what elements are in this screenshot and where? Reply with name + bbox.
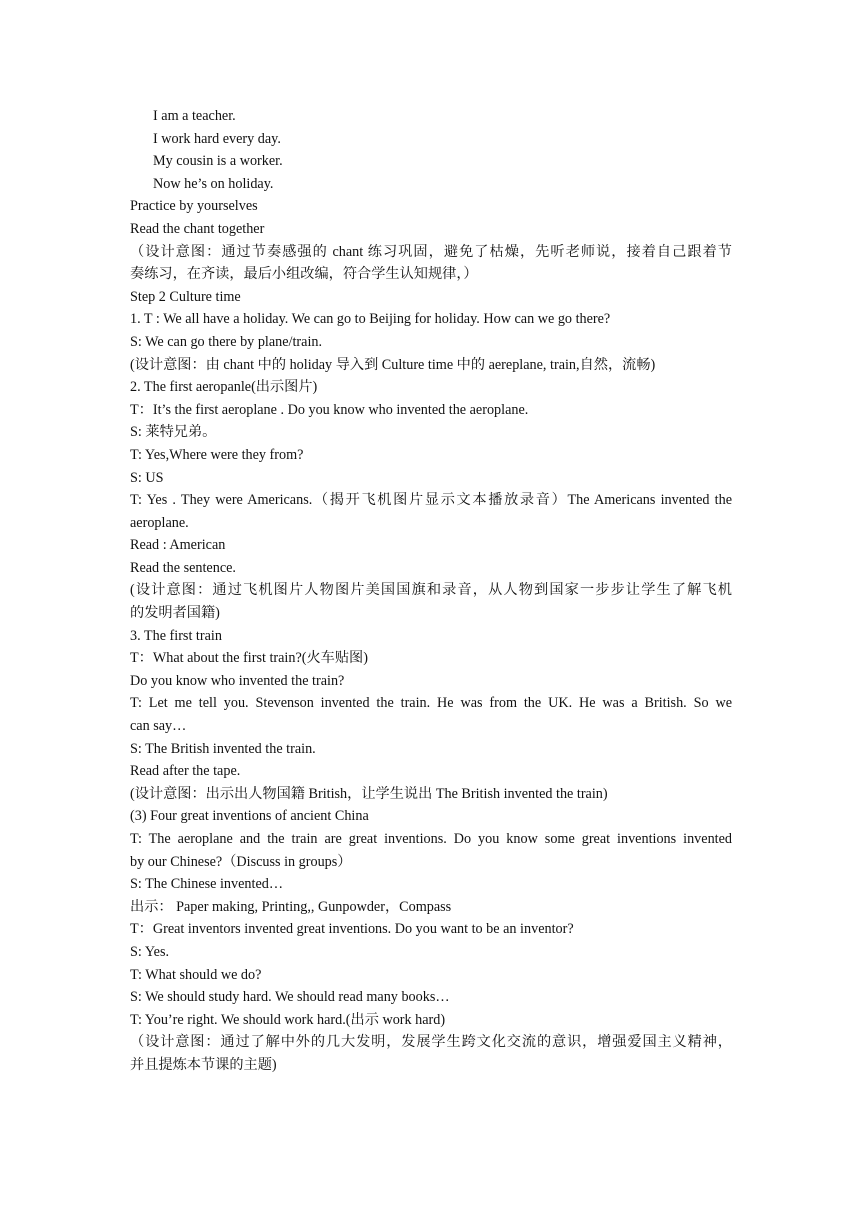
text-line: S: Yes.: [130, 943, 170, 960]
text-line: T：Great inventors invented great inventions. Do you want to be an inventor?: [130, 921, 574, 938]
text-line: S: The Chinese invented…: [130, 876, 284, 893]
text-line: T: Let me tell you. Stevenson invented the train. He was from the UK. He was a British. So we: [130, 695, 732, 712]
document-body: [130, 105, 732, 1077]
text-line: Step 2 Culture time: [130, 288, 241, 305]
text-line: T：What about the first train?(火车贴图): [130, 650, 368, 667]
text-line: 的发明者国籍): [130, 605, 220, 622]
text-line: 1. T : We all have a holiday. We can go to Beijing for holiday. How can we go there?: [130, 311, 611, 328]
text-line: (设计意图：出示出人物国籍 British，让学生说出 The British invented the train): [130, 785, 608, 802]
text-line: (3) Four great inventions of ancient China: [130, 808, 369, 825]
text-line: T: Yes . They were Americans.（揭开飞机图片显示文本播放录音）The Americans invented the: [130, 492, 732, 509]
text-line: 2. The first aeropanle(出示图片): [130, 379, 318, 396]
text-line: Now he’s on holiday.: [153, 175, 274, 192]
text-line: Read after the tape.: [130, 763, 241, 780]
text-line: Read the sentence.: [130, 559, 236, 576]
text-line: I work hard every day.: [153, 130, 281, 147]
text-line: T: Yes,Where were they from?: [130, 446, 304, 463]
text-line: 出示： Paper making, Printing,, Gunpowder，Compass: [130, 898, 452, 915]
text-line: aeroplane.: [130, 514, 189, 531]
text-line: (设计意图：由 chant 中的 holiday 导入到 Culture time 中的 aereplane, train,自然，流畅): [130, 356, 656, 373]
text-line: (设计意图：通过飞机图片人物图片美国国旗和录音，从人物到国家一步步让学生了解飞机: [130, 582, 732, 599]
text-line: Practice by yourselves: [130, 198, 258, 215]
text-line: T: What should we do?: [130, 966, 262, 983]
text-line: Do you know who invented the train?: [130, 672, 345, 689]
text-line: T: You’re right. We should work hard.(出示 work hard): [130, 1011, 446, 1028]
text-line: （设计意图：通过了解中外的几大发明，发展学生跨文化交流的意识，增强爱国主义精神，: [130, 1034, 732, 1051]
text-line: can say…: [130, 718, 187, 735]
text-line: I am a teacher.: [153, 108, 236, 124]
text-line: Read : American: [130, 537, 226, 554]
text-line: T: The aeroplane and the train are great inventions. Do you know some great inventions invented: [130, 831, 732, 847]
text-line: S: We can go there by plane/train.: [130, 333, 323, 350]
text-line: S: US: [130, 469, 164, 486]
text-line: S: 莱特兄弟。: [130, 424, 217, 441]
text-line: T：It’s the first aeroplane . Do you know who invented the aeroplane.: [130, 401, 529, 418]
text-line: 奏练习，在齐读，最后小组改编，符合学生认知规律，）: [130, 266, 478, 283]
text-line: S: We should study hard. We should read many books…: [130, 989, 450, 1006]
text-line: （设计意图：通过节奏感强的 chant 练习巩固，避免了枯燥，先听老师说，接着自己跟着节: [130, 243, 732, 260]
text-line: My cousin is a worker.: [153, 153, 283, 170]
text-line: S: The British invented the train.: [130, 740, 316, 757]
text-line: 3. The first train: [130, 627, 222, 644]
text-line: 并且提炼本节课的主题): [130, 1056, 277, 1073]
text-line: by our Chinese?（Discuss in groups）: [130, 853, 352, 870]
text-line: Read the chant together: [130, 220, 265, 237]
